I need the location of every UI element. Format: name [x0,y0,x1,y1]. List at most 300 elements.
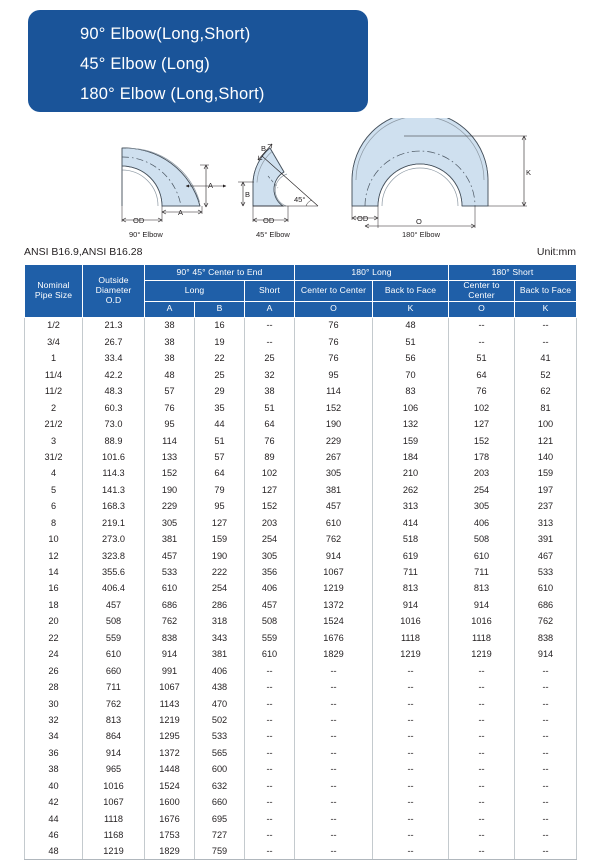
elbow-diagram-strip [0,118,600,242]
table-cell: -- [515,317,577,333]
table-row [25,712,577,728]
table-row [25,564,577,580]
table-cell: -- [515,778,577,794]
table-cell: 127 [245,482,295,498]
table-cell: 254 [195,580,245,596]
table-cell: 64 [245,416,295,432]
table-cell: 323.8 [83,547,145,563]
table-row [25,794,577,810]
cell-nominal-pipe-size: 20 [25,613,83,629]
table-cell: -- [373,712,449,728]
table-cell: -- [245,317,295,333]
table-row [25,778,577,794]
table-cell: 457 [245,597,295,613]
table-cell: -- [245,761,295,777]
table-cell: -- [373,827,449,843]
table-cell: -- [449,334,515,350]
table-row [25,810,577,826]
table-cell: -- [449,827,515,843]
table-cell: 914 [373,597,449,613]
table-cell: 686 [145,597,195,613]
specification-table [24,264,577,860]
header-sub-long: Long [145,281,245,302]
table-cell: 197 [515,482,577,498]
header-group-180-long: 180° Long [295,265,449,281]
cell-nominal-pipe-size: 12 [25,547,83,563]
table-cell: 1753 [145,827,195,843]
table-cell: 619 [373,547,449,563]
table-cell: 1524 [295,613,373,629]
cell-nominal-pipe-size: 38 [25,761,83,777]
table-cell: 254 [245,531,295,547]
cell-nominal-pipe-size: 26 [25,662,83,678]
table-cell: -- [449,662,515,678]
table-cell: 1219 [83,843,145,859]
table-cell: 38 [145,334,195,350]
table-row [25,646,577,662]
table-cell: 813 [373,580,449,596]
table-cell: 19 [195,334,245,350]
table-cell: -- [449,810,515,826]
table-cell: 914 [515,646,577,662]
table-cell: 1143 [145,695,195,711]
table-cell: -- [373,728,449,744]
table-cell: 127 [449,416,515,432]
table-cell: 356 [245,564,295,580]
table-cell: 286 [195,597,245,613]
cell-nominal-pipe-size: 3 [25,432,83,448]
table-cell: -- [515,827,577,843]
table-cell: 438 [195,679,245,695]
table-cell: 273.0 [83,531,145,547]
table-row [25,317,577,333]
table-cell: 267 [295,449,373,465]
table-cell: 121 [515,432,577,448]
header-nominal-line-1: Nominal [37,280,70,290]
table-cell: -- [515,810,577,826]
table-cell: 1219 [145,712,195,728]
cell-nominal-pipe-size: 24 [25,646,83,662]
table-cell: 262 [373,482,449,498]
table-cell: 457 [295,498,373,514]
table-cell: 57 [195,449,245,465]
table-cell: 610 [145,580,195,596]
table-cell: 16 [195,317,245,333]
table-cell: -- [449,679,515,695]
table-cell: 1067 [295,564,373,580]
table-cell: 457 [145,547,195,563]
table-cell: 1219 [373,646,449,662]
table-cell: -- [449,728,515,744]
header-outside-diameter [83,265,145,318]
table-cell: 42.2 [83,367,145,383]
table-cell: 1118 [83,810,145,826]
table-cell: 914 [449,597,515,613]
table-row [25,449,577,465]
table-cell: 222 [195,564,245,580]
table-cell: 813 [449,580,515,596]
table-cell: -- [449,794,515,810]
specification-table-container [24,264,576,860]
cell-nominal-pipe-size: 22 [25,630,83,646]
table-row [25,465,577,481]
table-cell: 1067 [145,679,195,695]
table-cell: -- [295,778,373,794]
table-cell: 695 [195,810,245,826]
cell-nominal-pipe-size: 32 [25,712,83,728]
table-cell: 44 [195,416,245,432]
table-cell: 203 [245,515,295,531]
table-cell: 1829 [145,843,195,859]
dim-label-od-180: OD [357,214,369,223]
diagram-caption-45: 45° Elbow [256,230,290,239]
table-cell: 159 [195,531,245,547]
table-cell: -- [245,827,295,843]
table-cell: -- [515,712,577,728]
header-symbol-a-short: A [245,301,295,317]
table-cell: 381 [145,531,195,547]
table-cell: 813 [83,712,145,728]
table-cell: 35 [195,399,245,415]
table-cell: -- [245,778,295,794]
table-cell: 64 [195,465,245,481]
table-cell: 711 [449,564,515,580]
table-cell: 210 [373,465,449,481]
dim-label-b-vertical: B [245,190,251,199]
header-od-line-1: Outside [98,275,129,286]
table-cell: -- [373,662,449,678]
table-cell: -- [373,794,449,810]
table-cell: 762 [83,695,145,711]
table-cell: -- [373,843,449,859]
table-cell: 62 [515,383,577,399]
table-cell: 1118 [449,630,515,646]
header-sub-short-back-to-face: Back to Face [515,281,577,302]
table-cell: -- [373,745,449,761]
table-cell: 406 [195,662,245,678]
table-cell: 381 [295,482,373,498]
diagram-90-elbow [122,148,226,239]
table-cell: 21.3 [83,317,145,333]
cell-nominal-pipe-size: 14 [25,564,83,580]
table-cell: 559 [83,630,145,646]
table-cell: 313 [373,498,449,514]
table-cell: 1372 [145,745,195,761]
table-cell: -- [449,317,515,333]
table-row [25,367,577,383]
header-symbol-b-long: B [195,301,245,317]
table-cell: 305 [295,465,373,481]
header-sub-long-back-to-face: Back to Face [373,281,449,302]
table-cell: 711 [373,564,449,580]
table-cell: 406 [449,515,515,531]
table-cell: 159 [515,465,577,481]
table-cell: -- [295,827,373,843]
cell-nominal-pipe-size: 4 [25,465,83,481]
table-row [25,695,577,711]
table-cell: 190 [295,416,373,432]
table-cell: 610 [515,580,577,596]
cell-nominal-pipe-size: 44 [25,810,83,826]
table-cell: 914 [83,745,145,761]
table-cell: -- [245,712,295,728]
table-cell: 51 [373,334,449,350]
table-row [25,827,577,843]
table-cell: 152 [295,399,373,415]
table-cell: 355.6 [83,564,145,580]
table-cell: 1600 [145,794,195,810]
table-cell: 762 [295,531,373,547]
table-cell: -- [295,662,373,678]
table-cell: 838 [515,630,577,646]
table-cell: 414 [373,515,449,531]
cell-nominal-pipe-size: 6 [25,498,83,514]
table-cell: 127 [195,515,245,531]
table-cell: 1219 [295,580,373,596]
table-cell: -- [515,761,577,777]
table-cell: 470 [195,695,245,711]
table-cell: 762 [515,613,577,629]
table-cell: 190 [145,482,195,498]
table-cell: 610 [83,646,145,662]
table-cell: 203 [449,465,515,481]
table-cell: 759 [195,843,245,859]
table-cell: 518 [373,531,449,547]
table-cell: 533 [145,564,195,580]
table-cell: 79 [195,482,245,498]
table-cell: 838 [145,630,195,646]
table-cell: 533 [515,564,577,580]
table-cell: -- [295,728,373,744]
header-sub-short-center-to-center: Center to Center [449,281,515,302]
table-row [25,383,577,399]
table-row [25,597,577,613]
diagram-caption-180: 180° Elbow [402,230,441,239]
table-cell: 102 [449,399,515,415]
header-symbol-o-long: O [295,301,373,317]
table-cell: 1372 [295,597,373,613]
table-cell: 114 [145,432,195,448]
cell-nominal-pipe-size: 40 [25,778,83,794]
table-cell: 565 [195,745,245,761]
table-cell: 73.0 [83,416,145,432]
table-cell: 56 [373,350,449,366]
table-cell: 762 [145,613,195,629]
standard-label: ANSI B16.9,ANSI B16.28 [24,246,143,258]
table-cell: 991 [145,662,195,678]
table-cell: 508 [449,531,515,547]
table-cell: 559 [245,630,295,646]
table-cell: 106 [373,399,449,415]
table-body [25,317,577,859]
header-od-line-3: O.D [105,294,122,305]
table-cell: -- [449,843,515,859]
table-cell: 32 [245,367,295,383]
table-cell: 508 [83,613,145,629]
title-line-90: 90° Elbow(Long,Short) [80,25,251,43]
table-cell: 184 [373,449,449,465]
header-sub-long-center-to-center: Center to Center [295,281,373,302]
table-cell: -- [373,778,449,794]
cell-nominal-pipe-size: 11/4 [25,367,83,383]
table-cell: 88.9 [83,432,145,448]
table-cell: 1118 [373,630,449,646]
cell-nominal-pipe-size: 36 [25,745,83,761]
table-cell: 48 [145,367,195,383]
table-cell: 305 [449,498,515,514]
header-group-180-short: 180° Short [449,265,577,281]
table-row [25,547,577,563]
table-cell: 76 [295,334,373,350]
table-cell: 467 [515,547,577,563]
table-cell: 313 [515,515,577,531]
title-banner [28,10,368,112]
table-row [25,498,577,514]
table-cell: 864 [83,728,145,744]
table-cell: -- [295,745,373,761]
table-row [25,662,577,678]
table-cell: 229 [145,498,195,514]
table-cell: -- [515,695,577,711]
table-cell: 254 [449,482,515,498]
diagram-45-elbow [238,144,318,239]
table-cell: 152 [245,498,295,514]
table-cell: 1676 [145,810,195,826]
table-row [25,580,577,596]
header-nominal-line-2: Pipe Size [34,289,73,300]
table-row [25,679,577,695]
table-cell: 391 [515,531,577,547]
table-cell: -- [245,679,295,695]
table-row [25,745,577,761]
table-cell: 52 [515,367,577,383]
table-cell: -- [295,679,373,695]
cell-nominal-pipe-size: 2 [25,399,83,415]
table-cell: -- [295,695,373,711]
table-cell: 89 [245,449,295,465]
cell-nominal-pipe-size: 34 [25,728,83,744]
table-cell: -- [373,695,449,711]
table-cell: -- [245,843,295,859]
table-cell: 381 [195,646,245,662]
table-header [25,265,577,318]
table-cell: 81 [515,399,577,415]
table-cell: 76 [145,399,195,415]
cell-nominal-pipe-size: 16 [25,580,83,596]
table-cell: 38 [145,317,195,333]
standard-and-unit-row [0,246,600,262]
table-cell: 727 [195,827,245,843]
table-cell: -- [373,679,449,695]
table-cell: -- [515,843,577,859]
dim-label-od-45: OD [263,216,275,225]
table-cell: 70 [373,367,449,383]
table-cell: 229 [295,432,373,448]
table-cell: 140 [515,449,577,465]
table-cell: 914 [295,547,373,563]
table-cell: 1067 [83,794,145,810]
table-cell: -- [295,761,373,777]
table-cell: 600 [195,761,245,777]
table-cell: 25 [245,350,295,366]
table-cell: -- [515,794,577,810]
table-cell: 406 [245,580,295,596]
cell-nominal-pipe-size: 28 [25,679,83,695]
table-cell: -- [449,761,515,777]
table-cell: 1016 [373,613,449,629]
cell-nominal-pipe-size: 21/2 [25,416,83,432]
table-cell: 318 [195,613,245,629]
table-cell: 133 [145,449,195,465]
table-cell: 33.4 [83,350,145,366]
table-cell: 38 [245,383,295,399]
table-cell: 51 [449,350,515,366]
cell-nominal-pipe-size: 10 [25,531,83,547]
table-cell: 51 [195,432,245,448]
table-cell: 114.3 [83,465,145,481]
table-cell: 610 [295,515,373,531]
dim-label-k: K [526,168,532,177]
table-cell: -- [245,794,295,810]
table-cell: 686 [515,597,577,613]
cell-nominal-pipe-size: 1 [25,350,83,366]
table-cell: 1168 [83,827,145,843]
table-cell: 1524 [145,778,195,794]
table-cell: -- [295,810,373,826]
table-cell: 38 [145,350,195,366]
table-cell: 1829 [295,646,373,662]
table-cell: -- [245,810,295,826]
table-row [25,630,577,646]
table-cell: 1448 [145,761,195,777]
table-cell: 95 [145,416,195,432]
table-cell: 1676 [295,630,373,646]
table-row [25,399,577,415]
table-row [25,416,577,432]
dim-label-od-90: OD [133,216,145,225]
cell-nominal-pipe-size: 31/2 [25,449,83,465]
header-group-center-to-end: 90° 45° Center to End [145,265,295,281]
table-cell: 305 [245,547,295,563]
table-cell: -- [449,695,515,711]
table-cell: 660 [195,794,245,810]
unit-label: Unit:mm [536,246,576,258]
table-cell: 711 [83,679,145,695]
table-cell: 457 [83,597,145,613]
table-cell: -- [449,778,515,794]
table-cell: 64 [449,367,515,383]
table-cell: 1219 [449,646,515,662]
table-cell: 60.3 [83,399,145,415]
table-cell: -- [245,745,295,761]
table-row [25,432,577,448]
dim-label-a-vertical: A [208,181,214,190]
table-cell: 114 [295,383,373,399]
table-cell: 632 [195,778,245,794]
cell-nominal-pipe-size: 42 [25,794,83,810]
table-cell: 965 [83,761,145,777]
title-line-45: 45° Elbow (Long) [80,55,210,73]
table-cell: 22 [195,350,245,366]
cell-nominal-pipe-size: 48 [25,843,83,859]
dim-label-45-angle: 45° [294,195,306,204]
table-cell: 508 [245,613,295,629]
table-cell: 660 [83,662,145,678]
table-row [25,531,577,547]
table-cell: 141.3 [83,482,145,498]
cell-nominal-pipe-size: 30 [25,695,83,711]
table-cell: -- [515,679,577,695]
